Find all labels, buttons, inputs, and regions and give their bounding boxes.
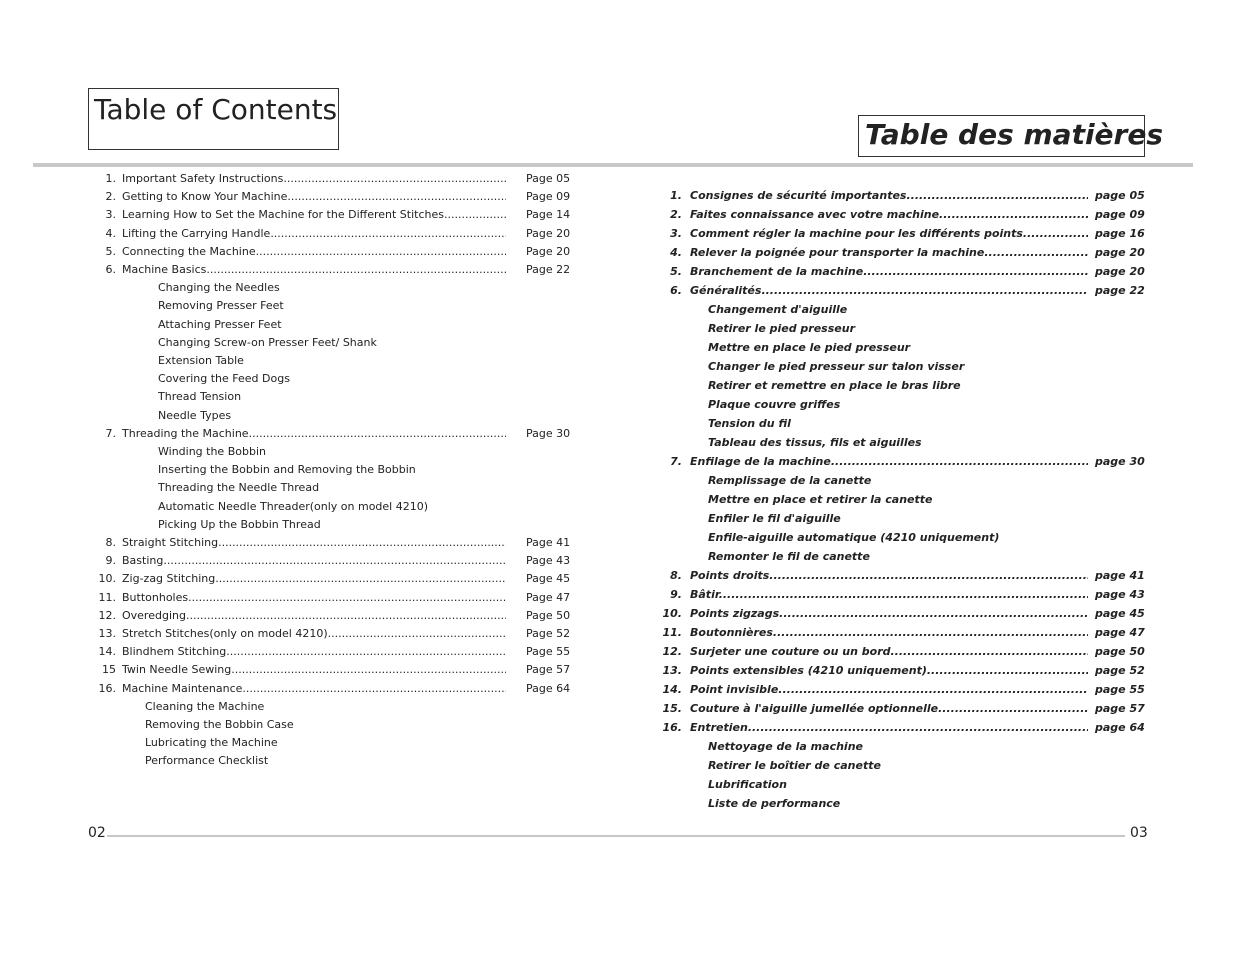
entry-page: page 64 [1095,721,1145,734]
page-title-english: Table of Contents [88,88,339,150]
entry-number: 11. [98,590,116,604]
entry-label [122,244,506,260]
entry-number: 11. [662,626,682,639]
entry-label-text: Changement d'aiguille [708,303,848,316]
entry-label [690,720,1088,736]
entry-label-text: Changing the Needles [158,281,280,295]
entry-label-text: Points extensibles (4210 uniquement) [690,664,927,677]
entry-page: page 20 [1095,246,1145,259]
entry-label [708,511,1106,527]
entry-label-text: Points droits [690,569,770,582]
entry-label-text: Point invisible [690,683,779,696]
entry-label-text: Nettoyage de la machine [708,740,863,753]
entry-label [122,681,506,697]
entry-number: 1. [105,172,116,185]
entry-label [690,283,1088,299]
entry-label [122,644,506,660]
entry-number: 8. [105,536,116,549]
entry-label-text: Faites connaissance avec votre machine [690,208,940,221]
entry-label [122,571,506,587]
entry-page: Page 57 [526,663,571,677]
entry-label [145,735,529,751]
entry-page: page 16 [1095,227,1145,240]
entry-page: Page 22 [526,263,571,276]
entry-number: 9. [670,588,682,601]
entry-label [708,378,1106,394]
entry-label [122,171,506,187]
entry-label-text: Boutonnières [690,626,773,639]
entry-number: 3. [105,208,116,222]
entry-page: page 57 [1095,702,1145,715]
entry-page: page 30 [1095,455,1145,468]
entry-label [708,492,1106,508]
entry-page: page 52 [1095,664,1145,677]
entry-label [708,340,1106,356]
entry-label [690,188,1088,204]
entry-label [690,264,1088,280]
entry-label-text: Changing Screw-on Presser Feet/ Shank [158,335,377,349]
entry-label [158,517,542,533]
entry-label [708,321,1106,337]
entry-label-text: Important Safety Instructions [122,172,284,185]
entry-page: Page 52 [526,627,571,640]
entry-label-text: Lubricating the Machine [145,736,278,750]
entry-label-text: Couture à l'aiguille jumellée optionnelle [690,702,939,715]
entry-label [158,371,542,387]
entry-number: 5. [670,265,682,278]
entry-label-text: Automatic Needle Threader(only on model 4210) [158,499,429,513]
entry-page: page 09 [1095,208,1145,221]
entry-page: page 41 [1095,569,1145,582]
entry-number: 6. [670,284,682,297]
page-title-french: Table des matières [858,115,1145,157]
entry-page: page 45 [1095,607,1145,620]
entry-page: Page 64 [526,681,571,695]
entry-page: Page 55 [526,645,571,659]
entry-label [145,699,529,715]
entry-page: Page 05 [526,172,571,185]
entry-label-text: Threading the Machine [122,426,249,440]
entry-page: page 22 [1095,284,1145,297]
entry-page: Page 47 [526,590,571,604]
entry-page: Page 45 [526,572,571,586]
entry-label [158,335,542,351]
entry-label-text: Relever la poignée pour transporter la machine [690,246,985,259]
entry-label-text: Covering the Feed Dogs [158,372,290,386]
entry-label-text: Machine Maintenance [122,681,243,695]
entry-label-text: Changer le pied presseur sur talon visser [708,360,965,373]
entry-page: Page 09 [526,190,571,204]
entry-label [122,662,506,678]
entry-number: 16. [98,681,116,695]
entry-label-text: Extension Table [158,354,244,367]
entry-label [708,359,1106,375]
entry-label [158,408,542,424]
entry-label-text: Stretch Stitches(only on model 4210) [122,627,328,640]
entry-label-text: Performance Checklist [145,754,269,768]
entry-label-text: Thread Tension [158,390,242,404]
entry-number: 6. [105,263,116,276]
entry-page: Page 20 [526,226,571,240]
entry-label [690,226,1088,242]
entry-number: 12. [98,608,116,622]
entry-label [158,480,542,496]
entry-label [690,207,1088,223]
entry-label-text: Remplissage de la canette [708,474,872,487]
entry-label [708,416,1106,432]
entry-label-text: Picking Up the Bobbin Thread [158,517,321,531]
entry-label-text: Learning How to Set the Machine for the Different Stitches [122,208,444,222]
entry-label [690,568,1088,584]
entry-number: 10. [662,607,682,620]
entry-label [158,353,542,369]
entry-page: page 05 [1095,189,1145,202]
entry-label [122,207,506,223]
entry-label [690,606,1088,622]
entry-label-text: Straight Stitching [122,536,219,549]
entry-label-text: Threading the Needle Thread [158,481,320,495]
entry-label [708,435,1106,451]
entry-label-text: Machine Basics [122,263,207,276]
entry-label-text: Lubrification [708,778,787,791]
entry-label [145,717,529,733]
entry-label-text: Tableau des tissus, fils et aiguilles [708,436,922,449]
entry-page: Page 50 [526,608,571,622]
entry-label [122,226,506,242]
entry-label [158,444,542,460]
entry-label-text: Branchement de la machine [690,265,864,278]
entry-label [690,587,1088,603]
entry-label-text: Basting [122,554,164,568]
entry-label-text: Retirer le boîtier de canette [708,759,881,772]
entry-label [690,682,1088,698]
entry-number: 8. [670,569,682,582]
entry-number: 13. [662,664,682,677]
entry-page: Page 41 [526,536,571,549]
footer-divider [107,835,1125,837]
entry-label [122,189,506,205]
entry-label [158,280,542,296]
entry-label [708,796,1106,812]
entry-label [690,701,1088,717]
entry-label [158,317,542,333]
entry-label [708,777,1106,793]
entry-label-text: Comment régler la machine pour les différents points [690,227,1023,240]
entry-label-text: Winding the Bobbin [158,445,266,458]
entry-label [122,553,506,569]
entry-label-text: Blindhem Stitching [122,645,227,659]
entry-label-text: Removing Presser Feet [158,299,284,313]
entry-label-text: Connecting the Machine [122,244,256,258]
entry-number: 10. [98,572,116,586]
entry-label [708,549,1106,565]
entry-label [708,758,1106,774]
entry-label-text: Needle Types [158,408,232,422]
entry-page: page 50 [1095,645,1145,658]
entry-number: 1. [670,189,682,202]
entry-label [158,389,542,405]
entry-label-text: Retirer et remettre en place le bras libre [708,379,961,392]
entry-number: 7. [105,426,116,440]
entry-label-text: Buttonholes [122,590,189,604]
entry-label-text: Mettre en place le pied presseur [708,341,911,354]
entry-number: 15 [102,663,116,677]
entry-label-text: Remonter le fil de canette [708,550,870,563]
entry-label-text: Zig-zag Stitching [122,572,216,586]
entry-label [708,739,1106,755]
entry-number: 14. [98,645,116,659]
entry-label-text: Getting to Know Your Machine [122,190,288,204]
entry-number: 14. [662,683,682,696]
entry-label-text: Retirer le pied presseur [708,322,855,335]
entry-label [122,626,506,642]
entry-label [708,530,1106,546]
entry-number: 12. [662,645,682,658]
entry-number: 4. [105,226,116,240]
entry-label-text: Inserting the Bobbin and Removing the Bobbin [158,463,416,477]
entry-number: 7. [670,455,682,468]
entry-label [122,535,506,551]
entry-page: Page 14 [526,208,571,222]
entry-label-text: Entretien [690,721,748,734]
entry-label [122,608,506,624]
entry-label [158,499,542,515]
entry-page: page 43 [1095,588,1145,601]
entry-label [690,454,1088,470]
entry-number: 13. [98,627,116,640]
entry-label [122,426,506,442]
entry-page: Page 20 [526,244,571,258]
entry-number: 3. [670,227,682,240]
entry-label-text: Surjeter une couture ou un bord [690,645,891,658]
entry-label-text: Twin Needle Sewing [122,663,232,677]
entry-label-text: Enfile-aiguille automatique (4210 uniquement) [708,531,1000,544]
entry-number: 5. [105,244,116,258]
entry-label-text: Lifting the Carrying Handle [122,226,271,240]
entry-label [690,245,1088,261]
entry-label-text: Consignes de sécurité importantes [690,189,907,202]
entry-label-text: Plaque couvre griffes [708,398,841,411]
entry-label [145,753,529,769]
entry-label-text: Bâtir [690,588,719,601]
entry-label [708,473,1106,489]
entry-page: Page 30 [526,426,571,440]
entry-label [122,590,506,606]
entry-label-text: Liste de performance [708,797,841,810]
entry-number: 4. [670,246,682,259]
entry-label [708,397,1106,413]
entry-label-text: Tension du fil [708,417,791,430]
entry-label-text: Enfiler le fil d'aiguille [708,512,841,525]
entry-number: 15. [662,702,682,715]
entry-page: page 47 [1095,626,1145,639]
entry-label-text: Généralités [690,284,762,297]
entry-number: 9. [105,554,116,568]
entry-label [122,262,506,278]
entry-label-text: Removing the Bobbin Case [145,718,294,731]
entry-page: Page 43 [526,554,571,568]
entry-label-text: Mettre en place et retirer la canette [708,493,933,506]
entry-label-text: Enfilage de la machine [690,455,831,468]
entry-number: 2. [670,208,682,221]
page-number-right: 03 [1130,825,1148,841]
entry-label [708,302,1106,318]
entry-number: 16. [662,721,682,734]
entry-page: page 20 [1095,265,1145,278]
entry-label [690,663,1088,679]
entry-label-text: Overedging [122,608,186,622]
page-number-left: 02 [88,825,106,841]
entry-number: 2. [105,190,116,204]
entry-label [690,644,1088,660]
entry-label [158,462,542,478]
header-divider [33,163,1193,167]
entry-label-text: Points zigzags [690,607,780,620]
entry-page: page 55 [1095,683,1145,696]
entry-label [690,625,1088,641]
entry-label-text: Cleaning the Machine [145,699,265,713]
entry-label [158,298,542,314]
entry-label-text: Attaching Presser Feet [158,317,282,331]
